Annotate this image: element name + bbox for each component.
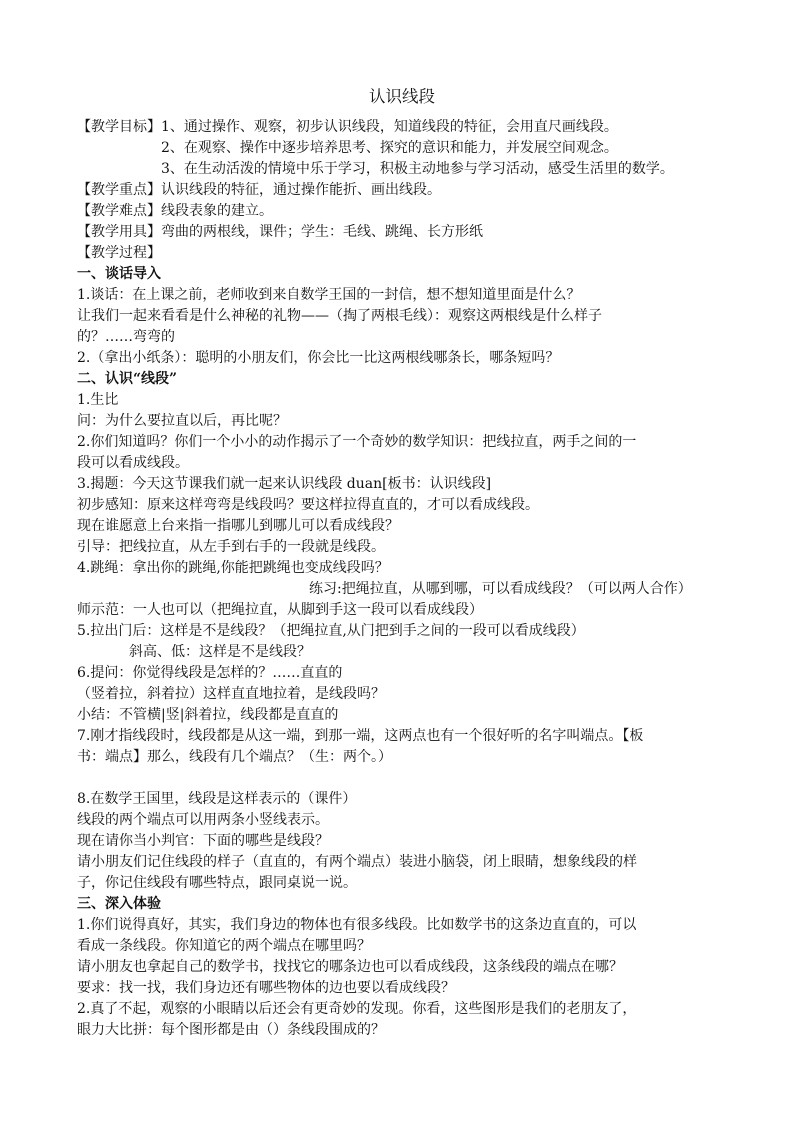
text-line: 问：为什么要拉直以后，再比呢？ bbox=[77, 413, 287, 429]
text-line: 2.你们知道吗？你们一个小小的动作揭示了一个奇妙的数学知识：把线拉直，两手之间的一 bbox=[77, 434, 637, 450]
text-line: 的？……弯弯的 bbox=[77, 329, 175, 345]
text-line: 【教学用具】弯曲的两根线，课件；学生：毛线、跳绳、长方形纸 bbox=[77, 224, 483, 240]
text-line: 书：端点】那么，线段有几个端点？（生：两个。） bbox=[77, 749, 392, 765]
document-title: 认识线段 bbox=[369, 87, 435, 106]
text-line: 1.生比 bbox=[77, 392, 119, 408]
text-line: 7.刚才指线段时，线段都是从这一端，到那一端，这两点也有一个很好听的名字叫端点。【板 bbox=[77, 728, 644, 744]
text-line: 5.拉出门后：这样是不是线段？（把绳拉直,从门把到手之间的一段可以看成线段） bbox=[77, 623, 585, 639]
text-line: 师示范：一人也可以（把绳拉直，从脚到手这一段可以看成线段） bbox=[77, 602, 483, 618]
text-line: 3、在生动活泼的情境中乐于学习，积极主动地参与学习活动，感受生活里的数学。 bbox=[161, 161, 674, 177]
text-line: 初步感知：原来这样弯弯是线段吗？要这样拉得直直的，才可以看成线段。 bbox=[77, 497, 539, 513]
document-body bbox=[77, 117, 727, 1041]
text-line: 现在谁愿意上台来指一指哪儿到哪儿可以看成线段？ bbox=[77, 518, 399, 534]
text-line: 斜高、低：这样是不是线段？ bbox=[129, 644, 311, 660]
text-line: 现在请你当小判官：下面的哪些是线段？ bbox=[77, 833, 329, 849]
text-line: 【教学重点】认识线段的特征，通过操作能折、画出线段。 bbox=[77, 182, 441, 198]
text-line: （竖着拉，斜着拉）这样直直地拉着，是线段吗？ bbox=[77, 686, 385, 702]
text-line: 小结：不管横|竖|斜着拉，线段都是直直的 bbox=[77, 707, 339, 723]
text-line: 8.在数学王国里，线段是这样表示的（课件） bbox=[77, 791, 357, 807]
text-line: 【教学过程】 bbox=[77, 245, 161, 261]
text-line: 子，你记住线段有哪些特点，跟同桌说一说。 bbox=[77, 875, 357, 891]
section-heading: 二、认识“线段” bbox=[77, 371, 178, 387]
text-line: 请小朋友也拿起自己的数学书，找找它的哪条边也可以看成线段，这条线段的端点在哪？ bbox=[77, 959, 623, 975]
text-line: 线段的两个端点可以用两条小竖线表示。 bbox=[77, 812, 329, 828]
text-line: 6.提问：你觉得线段是怎样的？……直直的 bbox=[77, 665, 343, 681]
text-line: 【教学难点】线段表象的建立。 bbox=[77, 203, 273, 219]
text-line: 【教学目标】1、通过操作、观察，初步认识线段，知道线段的特征，会用直尺画线段。 bbox=[77, 119, 618, 135]
text-line: 1.谈话：在上课之前，老师收到来自数学王国的一封信，想不想知道里面是什么？ bbox=[77, 287, 581, 303]
text-line: 段可以看成线段。 bbox=[77, 455, 189, 471]
text-line: 1.你们说得真好，其实，我们身边的物体也有很多线段。比如数学书的这条边直直的，可以 bbox=[77, 917, 637, 933]
text-line: 请小朋友们记住线段的样子（直直的，有两个端点）装进小脑袋，闭上眼睛，想象线段的样 bbox=[77, 854, 637, 870]
document-page bbox=[77, 86, 727, 1041]
text-line: 3.揭题：今天这节课我们就一起来认识线段 duan[板书：认识线段] bbox=[77, 476, 492, 492]
text-line bbox=[77, 768, 727, 789]
text-line: 4.跳绳：拿出你的跳绳,你能把跳绳也变成线段吗？ bbox=[77, 560, 389, 576]
section-heading: 一、谈话导入 bbox=[77, 266, 161, 282]
text-line: 让我们一起来看看是什么神秘的礼物——（掏了两根毛线）：观察这两根线是什么样子 bbox=[77, 308, 602, 324]
text-line: 要求：找一找，我们身边还有哪些物体的边也要以看成线段？ bbox=[77, 980, 455, 996]
text-line: 2、在观察、操作中逐步培养思考、探究的意识和能力，并发展空间观念。 bbox=[161, 140, 618, 156]
section-heading: 三、深入体验 bbox=[77, 896, 161, 912]
text-line: 引导：把线拉直，从左手到右手的一段就是线段。 bbox=[77, 539, 385, 555]
text-line: 2.真了不起，观察的小眼睛以后还会有更奇妙的发现。你看，这些图形是我们的老朋友了， bbox=[77, 1001, 637, 1017]
text-line: 2.（拿出小纸条）：聪明的小朋友们，你会比一比这两根线哪条长，哪条短吗？ bbox=[77, 350, 560, 366]
text-line: 眼力大比拼：每个图形都是由（）条线段围成的？ bbox=[77, 1022, 385, 1038]
text-line: 看成一条线段。你知道它的两个端点在哪里吗？ bbox=[77, 938, 371, 954]
text-line: 练习:把绳拉直，从哪到哪，可以看成线段？（可以两人合作） bbox=[309, 581, 692, 597]
